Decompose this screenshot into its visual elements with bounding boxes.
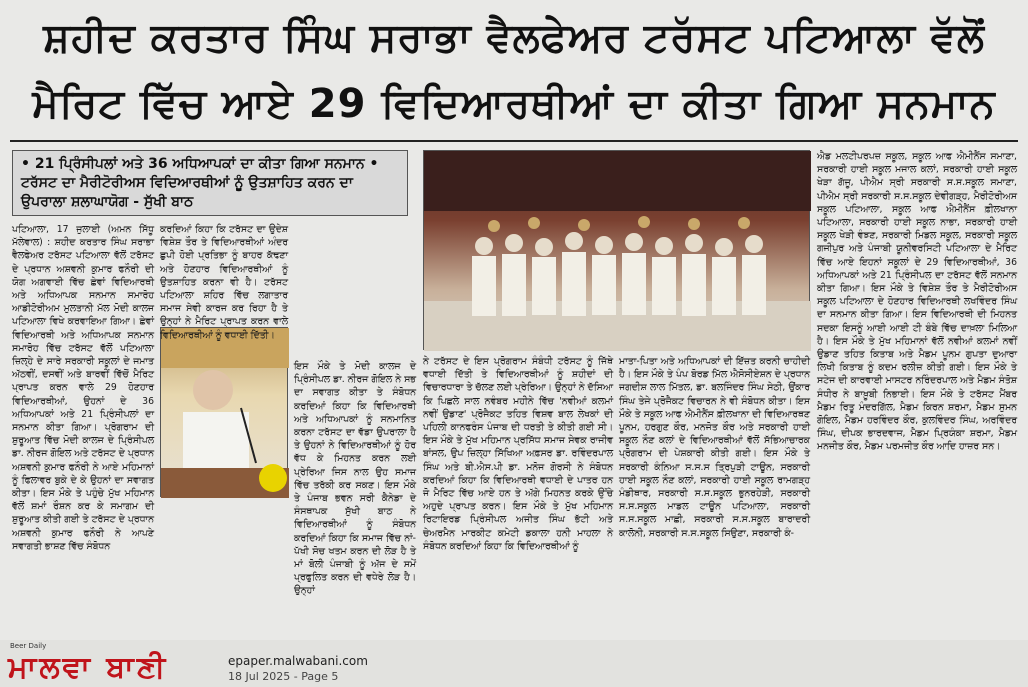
article-column-4-text: ਮਾਤਾ-ਪਿਤਾ ਅਤੇ ਅਧਿਆਪਕਾਂ ਦੀ ਇੱਜ਼ਤ ਕਰਨੀ ਚਾਹੀਦੀ ਹੈ। ਇਸ ਮੌਕੇ ਤੇ ਪੰਪ ਬੋਰਡ ਮਿੱਲ ਐਸੋਸੀਏਸ਼ਨ ਦੇ ਪ੍ਰਧਾਨ ਜਗਦੀਸ਼ ਲਾਲ ਮਿੱਤਲ, ਡਾ. ਬਲਜਿੰਦਰ ਸਿੰਘ ਸੇਠੀ, ਉਂਕਾਰ ਸਿੰਘ ਤੇਜੇ ਪ੍ਰੋਜੈਕਟ ਵਿਚਾਰਨ ਨੇ ਵੀ ਸੰਬੋਧਨ ਕੀਤਾ। ਇਸ ਮੌਕੇ ਤੇ ਸਕੂਲ ਆਫ ਐਮੀਨੈਂਸ ਫ਼ੀਲਖਾਨਾ ਦੀ ਵਿਦਿਆਰਥਣ ਪੂਨਮ, ਹਰਗੁਣ ਕੌਰ, ਮਨਜੋਤ ਕੌਰ ਅਤੇ ਸਰਕਾਰੀ ਹਾਈ ਸਕੂਲ ਨੌਣ ਕਲਾਂ ਦੇ ਵਿਦਿਆਰਥੀਆਂ ਵੱਲੋਂ ਸੱਭਿਆਚਾਰਕ ਪ੍ਰੋਗਰਾਮ ਦੀ ਪੇਸ਼ਕਾਰੀ ਕੀਤੀ ਗਈ। ਇਸ ਮੌਕੇ ਤੇ ਸਰਕਾਰੀ ਕੰਨਿਆ ਸ.ਸ.ਸ ਤ੍ਰਿਪੁੜੀ ਟਾਊਨ, ਸਰਕਾਰੀ ਹਾਈ ਸਕੂਲ ਨੌਣ ਕਲਾਂ, ਸਰਕਾਰੀ ਹਾਈ ਸਕੂਲ ਰਾਮਗੜ੍ਹ ਮੰਡੀਥਾਰ, ਸਰਕਾਰੀ ਸ.ਸ.ਸਕੂਲ ਭੁਨਰਹੇੜੀ, ਸਰਕਾਰੀ ਸ.ਸ.ਸਕੂਲ ਮਾਡਲ ਟਾਊਨ ਪਟਿਆਲਾ, ਸਰਕਾਰੀ ਸ.ਸ.ਸਕੂਲ ਮਾਛੀ, ਸਰਕਾਰੀ ਸ.ਸ.ਸਕੂਲ ਬਾਰਾਦਰੀ ਕਾਲੋਨੀ, ਸਰਕਾਰੀ ਸ.ਸ.ਸਕੂਲ ਸਿਉਣਾ, ਸਰਕਾਰੀ ਕੰ- (619, 356, 810, 539)
headline-line-1: ਸ਼ਹੀਦ ਕਰਤਾਰ ਸਿੰਘ ਸਰਾਭਾ ਵੈਲਫੇਅਰ ਟਰੱਸਟ ਪਟਿਆਲਾ ਵੱਲੋਂ (43, 15, 985, 61)
headline-divider (10, 140, 1018, 142)
article-column-2-bottom (294, 360, 416, 635)
article-column-3-text: ਨੇ ਟਰੱਸਟ ਦੇ ਇਸ ਪ੍ਰੋਗਰਾਮ ਸੰਬੰਧੀ ਟਰੱਸਟ ਨੂੰ ਜਿੱਥੇ ਵਧਾਈ ਦਿੱਤੀ ਤੇ ਵਿਦਿਆਰਥੀਆਂ ਨੂੰ ਸ਼ਹੀਦਾਂ ਦੀ ਵਿਚਾਰਧਾਰਾ ਤੇ ਚੱਲਣ ਲਈ ਪ੍ਰੇਰਿਆ। ਉਨ੍ਹਾਂ ਨੇ ਦੱਸਿਆ ਕਿ ਪਿਛਲੇ ਸਾਲ ਨਵੰਬਰ ਮਹੀਨੇ ਵਿੱਚ 'ਨਵੀਆਂ ਕਲਮਾਂ ਨਵੀਂ ਉਡਾਣ' ਪ੍ਰੋਜੈਕਟ ਤਹਿਤ ਵਿਸ਼ਵ ਬਾਲ ਲੇਖਕਾਂ ਦੀ ਪਹਿਲੀ ਕਾਨਫਰੰਸ ਪੰਜਾਬ ਦੀ ਧਰਤੀ ਤੇ ਕੀਤੀ ਗਈ ਸੀ। ਇਸ ਮੌਕੇ ਤੇ ਮੁੱਖ ਮਹਿਮਾਨ ਪ੍ਰਸਿੱਧ ਸਮਾਜ ਸੇਵਕ ਰਾਜੀਵ ਬਾਂਸਲ, ਉਪ ਜ਼ਿਲ੍ਹਾ ਸਿੱਖਿਆ ਅਫ਼ਸਰ ਡਾ. ਰਵਿੰਦਰਪਾਲ ਸਿੰਘ ਅਤੇ ਬੀ.ਐਸ.ਪੀ ਡਾ. ਮਨੋਜ ਗੋਰਸੀ ਨੇ ਸੰਬੋਧਨ ਕਰਦਿਆਂ ਕਿਹਾ ਕਿ ਵਿਦਿਆਰਥੀ ਵਧਾਈ ਦੇ ਪਾਤਰ ਹਨ ਜੋ ਮੈਰਿਟ ਵਿੱਚ ਆਏ ਹਨ ਤੇ ਅੱਗੇ ਮਿਹਨਤ ਕਰਕੇ ਉੱਚੇ ਅਹੁਦੇ ਪ੍ਰਾਪਤ ਕਰਨ। ਇਸ ਮੌਕੇ ਤੇ ਮੁੱਖ ਮਹਿਮਾਨ ਰਿਟਾਇਰਡ ਪ੍ਰਿੰਸੀਪਲ ਅਜੀਤ ਸਿੰਘ ਭੱਟੀ ਅਤੇ ਚੇਅਰਮੈਨ ਮਾਰਕੀਟ ਕਮੇਟੀ ਡਕਾਲਾ ਹਨੀ ਮਾਹਲਾ ਨੇ ਸੰਬੋਧਨ ਕਰਦਿਆਂ ਕਿਹਾ ਕਿ ਵਿਦਿਆਰਥੀਆਂ ਨੂੰ (423, 356, 613, 552)
article-column-5-text: ਐਡ ਮਲਟੀਪਰਪਜ਼ ਸਕੂਲ, ਸਕੂਲ ਆਫ ਐਮੀਨੈਂਸ ਸਮਾਣਾ, ਸਰਕਾਰੀ ਹਾਈ ਸਕੂਲ ਮਜਾਲ ਕਲਾਂ, ਸਰਕਾਰੀ ਹਾਈ ਸਕੂਲ ਖੇੜਾ ਗੱਜੂ, ਪੀਐਮ ਸ੍ਰੀ ਸਰਕਾਰੀ ਸ.ਸ.ਸਕੂਲ ਸਮਾਣਾ, ਪੀਐਮ ਸ੍ਰੀ ਸਰਕਾਰੀ ਸ.ਸ.ਸਕੂਲ ਦੇਵੀਗੜ੍ਹ, ਮੈਰੀਟੋਰੀਅਸ ਸਕੂਲ ਪਟਿਆਲਾ, ਸਕੂਲ ਆਫ ਐਮੀਨੈਂਸ ਫ਼ੀਲਖਾਨਾ ਪਟਿਆਲਾ, ਸਰਕਾਰੀ ਹਾਈ ਸਕੂਲ ਨਾਭਾ, ਸਰਕਾਰੀ ਹਾਈ ਸਕੂਲ ਖੇੜੀ ਵੰਝਣ, ਸਰਕਾਰੀ ਮਿਡਲ ਸਕੂਲ, ਸਰਕਾਰੀ ਸਕੂਲ ਗਜੀਪੁਰ ਅਤੇ ਪੰਜਾਬੀ ਯੂਨੀਵਰਸਿਟੀ ਪਟਿਆਲਾ ਦੇ ਮੈਰਿਟ ਵਿੱਚ ਆਏ ਇਹਨਾਂ ਸਕੂਲਾਂ ਦੇ 29 ਵਿਦਿਆਰਥੀਆਂ, 36 ਅਧਿਆਪਕਾਂ ਅਤੇ 21 ਪ੍ਰਿੰਸੀਪਲ ਦਾ ਟਰੱਸਟ ਵੱਲੋਂ ਸਨਮਾਨ ਕੀਤਾ ਗਿਆ। ਇਸ ਮੌਕੇ ਤੇ ਵਿਸ਼ੇਸ਼ ਤੌਰ ਤੇ ਮੈਰੀਟੋਰੀਅਸ ਸਕੂਲ ਪਟਿਆਲਾ ਦੇ ਹੋਣਹਾਰ ਵਿਦਿਆਰਥੀ ਲਖਵਿੰਦਰ ਸਿੰਘ ਦਾ ਸਨਮਾਨ ਕੀਤਾ ਗਿਆ। ਇਸ ਵਿਦਿਆਰਥੀ ਦੀ ਮਿਹਨਤ ਸਦਕਾ ਇਸਨੂੰ ਆਈ ਆਈ ਟੀ ਬੰਬੇ ਵਿੱਚ ਦਾਖ਼ਲਾ ਮਿਲਿਆ ਹੈ। ਇਸ ਮੌਕੇ ਤੇ ਮੁੱਖ ਮਹਿਮਾਨਾਂ ਵੱਲੋਂ ਨਵੀਆਂ ਕਲਮਾਂ ਨਵੀਂ ਉਡਾਣ ਤਹਿਤ ਕਿਤਾਬ ਅਤੇ ਮੈਡਮ ਪੂਨਮ ਗੁਪਤਾ ਦੁਆਰਾ ਲਿਖੀ ਕਿਤਾਬ ਨੂੰ ਕਦਮ ਰਲੀਜ਼ ਕੀਤੀ ਗਈ। ਇਸ ਮੌਕੇ ਤੇ ਸਟੇਜ ਦੀ ਕਾਰਵਾਈ ਮਾਸਟਰ ਨਰਿੰਦਰਪਾਲ ਅਤੇ ਮੈਡਮ ਸੰਤੋਸ਼ ਸੰਧੀਰ ਨੇ ਬਾਖ਼ੂਬੀ ਨਿਭਾਈ। ਇਸ ਮੌਕੇ ਤੇ ਟਰੱਸਟ ਮੈਂਬਰ ਮੈਡਮ ਰਿਤੂ ਮੰਦਰਗਿੱਲ, ਮੈਡਮ ਕਿਰਨ ਸ਼ਰਮਾ, ਮੈਡਮ ਸੁਮਨ ਗੋਇਲ, ਮੈਡਮ ਹਰਵਿੰਦਰ ਕੌਰ, ਕੁਲਵਿੰਦਰ ਸਿੰਘ, ਅਰਵਿੰਦਰ ਸਿੰਘ, ਦੀਪਕ ਭਾਰਦਵਾਜ, ਮੈਡਮ ਪ੍ਰਿਯੰਕਾ ਸ਼ਰਮਾ, ਮੈਡਮ ਮਨਜੀਤ ਕੌਰ, ਮੈਡਮ ਪਰਮਜੀਤ ਕੌਰ ਆਦਿ ਹਾਜ਼ਰ ਸਨ। (817, 151, 1017, 453)
speaker-photo (160, 327, 288, 497)
headline-line-2: ਮੈਰਿਟ ਵਿੱਚ ਆਏ 29 ਵਿਦਿਆਰਥੀਆਂ ਦਾ ਕੀਤਾ ਗਿਆ ਸਨਮਾਨ (32, 81, 996, 127)
speaker-photo-illustration (161, 328, 289, 498)
group-photo-illustration (424, 151, 811, 351)
article-column-4 (619, 355, 810, 635)
article-column-5 (817, 150, 1017, 635)
brand-logo: ਮਾਲਵਾ ਬਾਣੀ (8, 650, 169, 685)
article-column-2-bottom-text: ਇਸ ਮੌਕੇ ਤੇ ਮੋਦੀ ਕਾਲਜ ਦੇ ਪ੍ਰਿੰਸੀਪਲ ਡਾ. ਨੀਰਜ ਗੋਇਲ ਨੇ ਸਭ ਦਾ ਸਵਾਗਤ ਕੀਤਾ ਤੇ ਸੰਬੋਧਨ ਕਰਦਿਆਂ ਕਿਹਾ ਕਿ ਵਿਦਿਆਰਥੀ ਅਤੇ ਅਧਿਆਪਕਾਂ ਨੂੰ ਸਨਮਾਨਿਤ ਕਰਨਾ ਟਰੱਸਟ ਦਾ ਵੱਡਾ ਉਪਰਾਲਾ ਹੈ ਤੇ ਉਹਨਾਂ ਨੇ ਵਿਦਿਆਰਥੀਆਂ ਨੂੰ ਹੋਰ ਵੱਧ ਕੇ ਮਿਹਨਤ ਕਰਨ ਲਈ ਪ੍ਰੇਰਿਆ ਜਿਸ ਨਾਲ ਉਹ ਸਮਾਜ ਵਿੱਚ ਤਰੱਕੀ ਕਰ ਸਕਣ। ਇਸ ਮੌਕੇ ਤੇ ਪੰਜਾਬ ਭਵਨ ਸਰੀ ਕੈਨੇਡਾ ਦੇ ਸੰਸਥਾਪਕ ਸੁੱਖੀ ਬਾਠ ਨੇ ਵਿਦਿਆਰਥੀਆਂ ਨੂੰ ਸੰਬੋਧਨ ਕਰਦਿਆਂ ਕਿਹਾ ਕਿ ਸਮਾਜ ਵਿੱਚ ਨਾਂ-ਪੱਖੀ ਸੋਚ ਖਤਮ ਕਰਨ ਦੀ ਲੋੜ ਹੈ ਤੇ ਮਾਂ ਬੋਲੀ ਪੰਜਾਬੀ ਨੂੰ ਅੱਜ ਦੇ ਸਮੇਂ ਪ੍ਰਫੁਲਿਤ ਕਰਨ ਦੀ ਵਧੇਰੇ ਲੋੜ ਹੈ। ਉਨ੍ਹਾਂ (294, 361, 416, 597)
edition-date: 18 Jul 2025 - Page 5 (228, 670, 339, 683)
group-photo (423, 150, 810, 350)
brand-tagline: Beer Daily (10, 642, 47, 650)
article-column-1-text: ਪਟਿਆਲਾ, 17 ਜੁਲਾਈ (ਅਮਨ ਸਿੱਧੂ ਮੱਲੇਵਾਲ) : ਸ਼ਹੀਦ ਕਰਤਾਰ ਸਿੰਘ ਸਰਾਭਾ ਵੈਲਫੇਅਰ ਟਰੱਸਟ ਪਟਿਆਲਾ ਵੱਲੋਂ ਟਰੱਸਟ ਦੇ ਪ੍ਰਧਾਨ ਅਸ਼ਵਨੀ ਕੁਮਾਰ ਫਨੌਰੀ ਦੀ ਯੋਗ ਅਗਵਾਈ ਵਿੱਚ ਛੇਵਾਂ ਵਿਦਿਆਰਥੀ ਅਤੇ ਅਧਿਆਪਕ ਸਨਮਾਨ ਸਮਾਰੋਹ ਆਡੀਟੋਰੀਅਮ ਮੁਲਤਾਨੀ ਮੱਲ ਮੋਦੀ ਕਾਲਜ ਪਟਿਆਲਾ ਵਿਖੇ ਕਰਵਾਇਆ ਗਿਆ। ਛੇਵਾਂ ਵਿਦਿਆਰਥੀ ਅਤੇ ਅਧਿਆਪਕ ਸਨਮਾਨ ਸਮਾਰੋਹ ਵਿੱਚ ਟਰੱਸਟ ਵੱਲੋਂ ਪਟਿਆਲਾ ਜ਼ਿਲ੍ਹੇ ਦੇ ਸਾਰੇ ਸਰਕਾਰੀ ਸਕੂਲਾਂ ਦੇ ਜਮਾਤ ਅੱਠਵੀਂ, ਦਸਵੀਂ ਅਤੇ ਬਾਰਵੀਂ ਵਿੱਚੋਂ ਮੈਰਿਟ ਪ੍ਰਾਪਤ ਕਰਨ ਵਾਲੇ 29 ਹੋਣਹਾਰ ਵਿਦਿਆਰਥੀਆਂ, ਉਹਨਾਂ ਦੇ 36 ਅਧਿਆਪਕਾਂ ਅਤੇ 21 ਪ੍ਰਿੰਸੀਪਲਾਂ ਦਾ ਸਨਮਾਨ ਕੀਤਾ ਗਿਆ। ਪ੍ਰੋਗਰਾਮ ਦੀ ਸ਼ੁਰੂਆਤ ਵਿੱਚ ਮੋਦੀ ਕਾਲਜ ਦੇ ਪ੍ਰਿੰਸੀਪਲ ਡਾ. ਨੀਰਜ ਗੋਇਲ ਅਤੇ ਟਰੱਸਟ ਦੇ ਪ੍ਰਧਾਨ ਅਸ਼ਵਨੀ ਕੁਮਾਰ ਫਨੌਰੀ ਨੇ ਆਏ ਮਹਿਮਾਨਾਂ ਨੂੰ ਫਿਲਾਵਰ ਬੁਕੇ ਦੇ ਕੇ ਉਹਨਾਂ ਦਾ ਸਵਾਗਤ ਕੀਤਾ। ਇਸ ਮੌਕੇ ਤੇ ਪਹੁੰਚੇ ਮੁੱਖ ਮਹਿਮਾਨ ਵੱਲੋਂ ਸ਼ਮਾਂ ਰੌਸ਼ਨ ਕਰ ਕੇ ਸਮਾਗਮ ਦੀ ਸ਼ੁਰੂਆਤ ਕੀਤੀ ਗਈ ਤੇ ਟਰੱਸਟ ਦੇ ਪ੍ਰਧਾਨ ਅਸ਼ਵਨੀ ਕੁਮਾਰ ਫਨੌਰੀ ਨੇ ਆਪਣੇ ਸਵਾਗਤੀ ਭਾਸ਼ਣ ਵਿੱਚ ਸੰਬੋਧਨ (12, 224, 154, 552)
epaper-url[interactable]: epaper.malwabani.com (228, 654, 368, 668)
article-column-1 (12, 223, 154, 635)
article-column-2-top-text: ਕਰਦਿਆਂ ਕਿਹਾ ਕਿ ਟਰੱਸਟ ਦਾ ਉਦੇਸ਼ ਵਿਸ਼ੇਸ਼ ਤੌਰ ਤੇ ਵਿਦਿਆਰਥੀਆਂ ਅੰਦਰ ਛੁਪੀ ਹੋਈ ਪ੍ਰਤਿਭਾ ਨੂੰ ਬਾਹਰ ਕੱਢਣਾ ਅਤੇ ਹੋਣਹਾਰ ਵਿਦਿਆਰਥੀਆਂ ਨੂੰ ਉਤਸ਼ਾਹਿਤ ਕਰਨਾ ਵੀ ਹੈ। ਟਰੱਸਟ ਪਟਿਆਲਾ ਸ਼ਹਿਰ ਵਿੱਚ ਲਗਾਤਾਰ ਸਮਾਜ ਸੇਵੀ ਕਾਰਜ ਕਰ ਰਿਹਾ ਹੈ ਤੇ ਉਨ੍ਹਾਂ ਨੇ ਮੈਰਿਟ ਪ੍ਰਾਪਤ ਕਰਨ ਵਾਲੇ ਵਿਦਿਆਰਥੀਆਂ ਨੂੰ ਵਧਾਈ ਦਿੱਤੀ। (160, 224, 288, 341)
article-column-3 (423, 355, 613, 635)
article-column-2-top (160, 223, 288, 341)
subheadline-box: • 21 ਪ੍ਰਿੰਸੀਪਲਾਂ ਅਤੇ 36 ਅਧਿਆਪਕਾਂ ਦਾ ਕੀਤਾ ਗਿਆ ਸਨਮਾਨ • ਟਰੱਸਟ ਦਾ ਮੈਰੀਟੋਰੀਅਸ ਵਿਦਿਆਰਥੀਆਂ ਨੂੰ ਉਤਸ਼ਾਹਿਤ ਕਰਨ ਦਾ ਉਪਰਾਲਾ ਸ਼ਲਾਘਾਯੋਗ - ਸੁੱਖੀ ਬਾਠ (12, 150, 408, 216)
